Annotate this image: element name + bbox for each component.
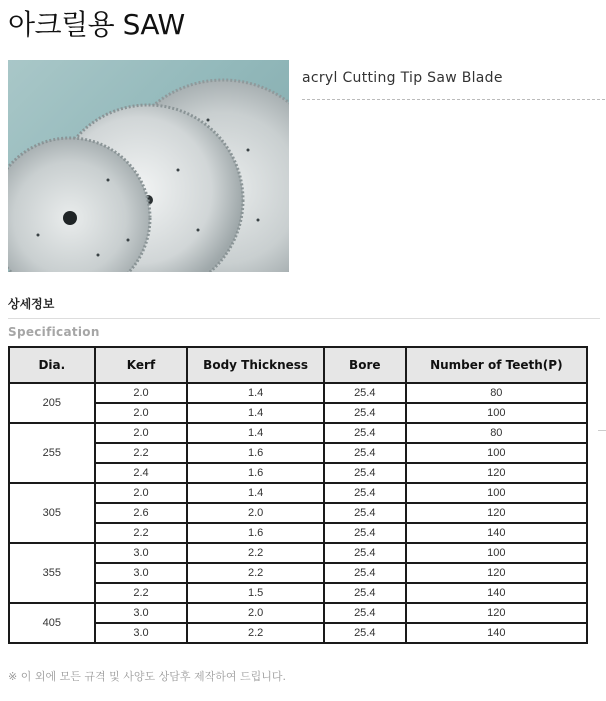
table-row xyxy=(9,543,587,563)
table-row xyxy=(9,463,587,483)
col-kerf: Kerf xyxy=(95,347,188,383)
teeth-cell: 120 xyxy=(406,563,587,583)
kerf-cell: 2.0 xyxy=(95,483,188,503)
thickness-cell: 2.2 xyxy=(187,543,324,563)
thickness-cell: 2.2 xyxy=(187,623,324,643)
col-dia: Dia. xyxy=(9,347,95,383)
teeth-cell: 120 xyxy=(406,463,587,483)
teeth-cell: 100 xyxy=(406,403,587,423)
kerf-cell: 3.0 xyxy=(95,603,188,623)
table-row xyxy=(9,383,587,403)
product-subtitle: acryl Cutting Tip Saw Blade xyxy=(302,70,503,86)
thickness-cell: 1.5 xyxy=(187,583,324,603)
bore-cell: 25.4 xyxy=(324,543,406,563)
table-row xyxy=(9,483,587,503)
bore-cell: 25.4 xyxy=(324,443,406,463)
thickness-cell: 1.4 xyxy=(187,423,324,443)
teeth-cell: 140 xyxy=(406,583,587,603)
dia-cell: 405 xyxy=(9,603,95,643)
kerf-cell: 2.6 xyxy=(95,503,188,523)
table-row xyxy=(9,623,587,643)
teeth-cell: 140 xyxy=(406,623,587,643)
dia-cell: 305 xyxy=(9,483,95,543)
table-row xyxy=(9,443,587,463)
details-section-title: 상세정보 xyxy=(8,297,55,311)
table-row xyxy=(9,503,587,523)
side-divider xyxy=(598,430,606,431)
bore-cell: 25.4 xyxy=(324,603,406,623)
thickness-cell: 2.0 xyxy=(187,503,324,523)
teeth-cell: 100 xyxy=(406,443,587,463)
saw-blades-illustration xyxy=(8,60,289,272)
thickness-cell: 1.6 xyxy=(187,463,324,483)
teeth-cell: 140 xyxy=(406,523,587,543)
section-divider xyxy=(8,318,600,319)
bore-cell: 25.4 xyxy=(324,503,406,523)
teeth-cell: 120 xyxy=(406,603,587,623)
product-photo xyxy=(8,60,289,272)
kerf-cell: 3.0 xyxy=(95,623,188,643)
bore-cell: 25.4 xyxy=(324,383,406,403)
thickness-cell: 1.6 xyxy=(187,443,324,463)
dia-cell: 255 xyxy=(9,423,95,483)
bore-cell: 25.4 xyxy=(324,403,406,423)
thickness-cell: 1.4 xyxy=(187,483,324,503)
kerf-cell: 2.2 xyxy=(95,583,188,603)
bore-cell: 25.4 xyxy=(324,563,406,583)
thickness-cell: 1.4 xyxy=(187,403,324,423)
kerf-cell: 3.0 xyxy=(95,563,188,583)
bore-cell: 25.4 xyxy=(324,463,406,483)
dia-cell: 355 xyxy=(9,543,95,603)
col-teeth: Number of Teeth(P) xyxy=(406,347,587,383)
teeth-cell: 80 xyxy=(406,383,587,403)
table-row xyxy=(9,523,587,543)
thickness-cell: 2.2 xyxy=(187,563,324,583)
teeth-cell: 100 xyxy=(406,543,587,563)
kerf-cell: 2.2 xyxy=(95,523,188,543)
kerf-cell: 2.0 xyxy=(95,403,188,423)
thickness-cell: 1.6 xyxy=(187,523,324,543)
kerf-cell: 2.2 xyxy=(95,443,188,463)
table-row xyxy=(9,423,587,443)
table-row xyxy=(9,403,587,423)
page-title: 아크릴용 SAW xyxy=(8,8,185,41)
table-row xyxy=(9,583,587,603)
kerf-cell: 3.0 xyxy=(95,543,188,563)
kerf-cell: 2.4 xyxy=(95,463,188,483)
bore-cell: 25.4 xyxy=(324,583,406,603)
col-body-thickness: Body Thickness xyxy=(187,347,324,383)
specification-label: Specification xyxy=(8,325,100,339)
footnote: ※ 이 외에 모든 규격 및 사양도 상담후 제작하여 드립니다. xyxy=(8,670,286,683)
col-bore: Bore xyxy=(324,347,406,383)
bore-cell: 25.4 xyxy=(324,523,406,543)
thickness-cell: 1.4 xyxy=(187,383,324,403)
spec-table-header xyxy=(9,347,587,383)
teeth-cell: 100 xyxy=(406,483,587,503)
bore-cell: 25.4 xyxy=(324,423,406,443)
kerf-cell: 2.0 xyxy=(95,423,188,443)
kerf-cell: 2.0 xyxy=(95,383,188,403)
table-row xyxy=(9,563,587,583)
bore-cell: 25.4 xyxy=(324,623,406,643)
table-row xyxy=(9,603,587,623)
teeth-cell: 120 xyxy=(406,503,587,523)
dia-cell: 205 xyxy=(9,383,95,423)
teeth-cell: 80 xyxy=(406,423,587,443)
thickness-cell: 2.0 xyxy=(187,603,324,623)
spec-table xyxy=(8,346,588,644)
subtitle-divider xyxy=(302,99,605,100)
bore-cell: 25.4 xyxy=(324,483,406,503)
